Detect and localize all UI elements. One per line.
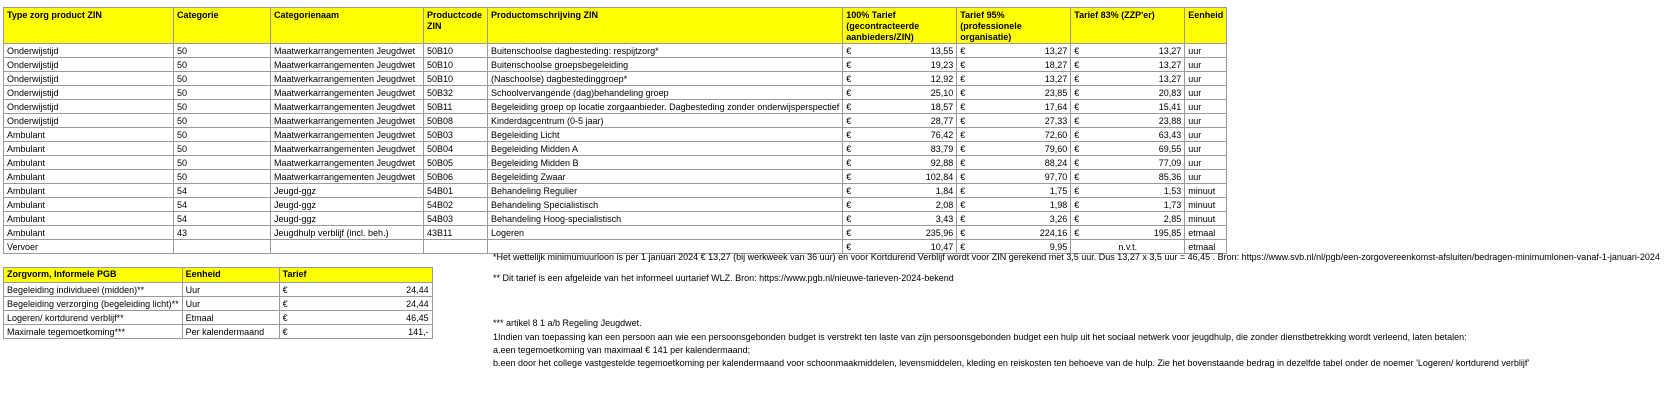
- cell-categorienaam[interactable]: Maatwerkarrangementen Jeugdwet: [271, 72, 424, 86]
- currency-symbol: €: [846, 143, 852, 154]
- footnote-artikel-b: b.een door het college vastgestelde tegemoetkoming per kalendermaand voor schoonmaakmiddelen, levensmiddelen, kleding en reiskosten ten behoeve van de hulp. Zie het bovenstaande bedrag in dezelfde tabel onder de noemer 'Logeren/ kortdurend verblijf': [493, 358, 1530, 368]
- header-pgb-eenheid[interactable]: Eenheid: [182, 268, 279, 283]
- cell-type-zorg[interactable]: Onderwijstijd: [4, 72, 174, 86]
- cell-categorie[interactable]: 50: [174, 170, 271, 184]
- cell-tarief-100[interactable]: [843, 226, 957, 240]
- cell-eenheid[interactable]: uur: [1185, 72, 1227, 86]
- cell-categorienaam[interactable]: [271, 240, 424, 254]
- amount-value: 69,55: [1158, 143, 1182, 154]
- cell-productomschrijving[interactable]: Begeleiding Midden A: [488, 142, 843, 156]
- cell-pgb-eenheid[interactable]: Etmaal: [182, 311, 279, 325]
- cell-productomschrijving[interactable]: Begeleiding Licht: [488, 128, 843, 142]
- currency-symbol: €: [846, 199, 852, 210]
- amount-value: 76,42: [930, 129, 954, 140]
- cell-tarief-83[interactable]: [1071, 198, 1185, 212]
- cell-type-zorg[interactable]: Ambulant: [4, 184, 174, 198]
- cell-eenheid[interactable]: uur: [1185, 58, 1227, 72]
- amount-value: 2,85: [1163, 213, 1182, 224]
- table-row: [4, 212, 1227, 226]
- cell-categorienaam[interactable]: Jeugdhulp verblijf (incl. beh.): [271, 226, 424, 240]
- amount-value: 1,73: [1163, 199, 1182, 210]
- currency-symbol: €: [846, 101, 852, 112]
- cell-tarief-95[interactable]: [957, 198, 1071, 212]
- amount-value: 9,95: [1049, 241, 1068, 252]
- cell-tarief-100[interactable]: [843, 212, 957, 226]
- cell-eenheid[interactable]: etmaal: [1185, 226, 1227, 240]
- cell-categorienaam[interactable]: Jeugd-ggz: [271, 212, 424, 226]
- currency-symbol: €: [1074, 129, 1080, 140]
- cell-categorienaam[interactable]: Maatwerkarrangementen Jeugdwet: [271, 58, 424, 72]
- tariff-table: [3, 7, 1227, 254]
- amount-value: 15,41: [1158, 101, 1182, 112]
- cell-tarief-83[interactable]: n.v.t.: [1071, 240, 1185, 254]
- cell-type-zorg[interactable]: Vervoer: [4, 240, 174, 254]
- cell-tarief-100[interactable]: [843, 128, 957, 142]
- cell-productomschrijving[interactable]: Logeren: [488, 226, 843, 240]
- cell-productcode[interactable]: 50B05: [424, 156, 488, 170]
- currency-symbol: €: [960, 213, 966, 224]
- cell-tarief-95[interactable]: [957, 44, 1071, 58]
- cell-categorienaam[interactable]: Maatwerkarrangementen Jeugdwet: [271, 156, 424, 170]
- table-row: [4, 44, 1227, 58]
- cell-tarief-95[interactable]: [957, 212, 1071, 226]
- cell-type-zorg[interactable]: Onderwijstijd: [4, 86, 174, 100]
- amount-value: 13,27: [1158, 45, 1182, 56]
- cell-productcode[interactable]: 50B11: [424, 100, 488, 114]
- cell-tarief-95[interactable]: [957, 72, 1071, 86]
- header-productcode[interactable]: Productcode ZIN: [424, 8, 488, 44]
- table-row: [4, 311, 433, 325]
- currency-symbol: €: [1074, 227, 1080, 238]
- currency-symbol: €: [1074, 171, 1080, 182]
- currency-symbol: €: [1074, 101, 1080, 112]
- footnote-minimumloon: *Het wettelijk minimumuurloon is per 1 januari 2024 € 13,27 (bij werkweek van 36 uur) en voor Kortdurend Verblijf wordt voor ZIN gerekend met 3,5 uur. Dus 13,27 x 3,5 uur = 46,45 . Bron: https://www.svb.nl/nl/pgb/een-zorgovereenkomst-afsluiten/bedragen-minimumlonen-vanaf-1-januari-2024: [493, 252, 1660, 262]
- cell-tarief-95[interactable]: [957, 156, 1071, 170]
- cell-categorienaam[interactable]: Jeugd-ggz: [271, 198, 424, 212]
- currency-symbol: €: [1074, 143, 1080, 154]
- currency-symbol: €: [960, 87, 966, 98]
- currency-symbol: €: [1074, 185, 1080, 196]
- currency-symbol: €: [846, 115, 852, 126]
- cell-tarief-83[interactable]: [1071, 72, 1185, 86]
- amount-value: 27,33: [1044, 115, 1068, 126]
- amount-value: 1,84: [935, 185, 954, 196]
- cell-productomschrijving[interactable]: Begeleiding groep op locatie zorgaanbieder. Dagbesteding zonder onderwijsperspectief: [488, 100, 843, 114]
- table-row: [4, 114, 1227, 128]
- amount-value: 18,57: [930, 101, 954, 112]
- cell-eenheid[interactable]: uur: [1185, 156, 1227, 170]
- amount-value: 23,85: [1044, 87, 1068, 98]
- currency-symbol: €: [960, 171, 966, 182]
- cell-tarief-95[interactable]: [957, 226, 1071, 240]
- cell-categorienaam[interactable]: Maatwerkarrangementen Jeugdwet: [271, 100, 424, 114]
- cell-tarief-100[interactable]: [843, 198, 957, 212]
- table-row: [4, 128, 1227, 142]
- currency-symbol: €: [960, 227, 966, 238]
- cell-tarief-95[interactable]: [957, 100, 1071, 114]
- cell-pgb-eenheid[interactable]: Per kalendermaand: [182, 325, 279, 339]
- amount-value: 195,85: [1153, 227, 1182, 238]
- cell-eenheid[interactable]: minuut: [1185, 198, 1227, 212]
- cell-tarief-100[interactable]: [843, 114, 957, 128]
- currency-symbol: €: [1074, 213, 1080, 224]
- cell-eenheid[interactable]: uur: [1185, 114, 1227, 128]
- cell-tarief-83[interactable]: [1071, 128, 1185, 142]
- table-row: [4, 226, 1227, 240]
- cell-categorie[interactable]: 50: [174, 58, 271, 72]
- cell-tarief-83[interactable]: [1071, 86, 1185, 100]
- currency-symbol: €: [846, 87, 852, 98]
- currency-symbol: €: [960, 241, 966, 252]
- table-row: [4, 170, 1227, 184]
- amount-value: 97,70: [1044, 171, 1068, 182]
- cell-tarief-95[interactable]: [957, 142, 1071, 156]
- currency-symbol: €: [846, 227, 852, 238]
- currency-symbol: €: [846, 171, 852, 182]
- cell-pgb-tarief[interactable]: [279, 297, 432, 311]
- cell-tarief-100[interactable]: [843, 184, 957, 198]
- cell-categorie[interactable]: 54: [174, 212, 271, 226]
- amount-value: 13,27: [1158, 73, 1182, 84]
- cell-productcode[interactable]: 50B03: [424, 128, 488, 142]
- currency-symbol: €: [1074, 73, 1080, 84]
- cell-type-zorg[interactable]: Ambulant: [4, 142, 174, 156]
- currency-symbol: €: [960, 101, 966, 112]
- cell-pgb-tarief[interactable]: [279, 325, 432, 339]
- cell-categorienaam[interactable]: Maatwerkarrangementen Jeugdwet: [271, 86, 424, 100]
- cell-tarief-83[interactable]: [1071, 226, 1185, 240]
- tariff-table-header-row: [4, 8, 1227, 44]
- cell-zorgvorm[interactable]: Begeleiding verzorging (begeleiding licht)**: [4, 297, 183, 311]
- amount-value: 1,53: [1163, 185, 1182, 196]
- tariff-table-body: [4, 44, 1227, 254]
- currency-symbol: €: [846, 241, 852, 252]
- cell-tarief-83[interactable]: [1071, 170, 1185, 184]
- amount-value: 24,44: [406, 284, 429, 295]
- cell-productomschrijving[interactable]: Behandeling Regulier: [488, 184, 843, 198]
- cell-categorie[interactable]: 54: [174, 198, 271, 212]
- amount-value: 92,88: [930, 157, 954, 168]
- header-tarief-95[interactable]: Tarief 95% (professionele organisatie): [957, 8, 1071, 44]
- cell-pgb-eenheid[interactable]: Uur: [182, 297, 279, 311]
- amount-value: 13,27: [1158, 59, 1182, 70]
- currency-symbol: €: [846, 59, 852, 70]
- currency-symbol: €: [960, 185, 966, 196]
- cell-type-zorg[interactable]: Ambulant: [4, 170, 174, 184]
- table-row: [4, 198, 1227, 212]
- cell-tarief-100[interactable]: [843, 72, 957, 86]
- cell-productomschrijving[interactable]: Buitenschoolse dagbesteding: respijtzorg*: [488, 44, 843, 58]
- cell-categorie[interactable]: 43: [174, 226, 271, 240]
- currency-symbol: €: [960, 45, 966, 56]
- footnote-artikel-a: a.een tegemoetkoming van maximaal € 141 per kalendermaand;: [493, 345, 751, 355]
- cell-tarief-100[interactable]: [843, 44, 957, 58]
- cell-productcode[interactable]: 54B03: [424, 212, 488, 226]
- amount-value: 28,77: [930, 115, 954, 126]
- cell-categorie[interactable]: 50: [174, 156, 271, 170]
- table-row: [4, 58, 1227, 72]
- cell-categorie[interactable]: 50: [174, 44, 271, 58]
- cell-productcode[interactable]: 50B06: [424, 170, 488, 184]
- amount-value: 224,16: [1039, 227, 1068, 238]
- amount-value: 18,27: [1044, 59, 1068, 70]
- header-pgb-tarief[interactable]: Tarief: [279, 268, 432, 283]
- cell-categorienaam[interactable]: Maatwerkarrangementen Jeugdwet: [271, 142, 424, 156]
- cell-tarief-83[interactable]: [1071, 58, 1185, 72]
- amount-value: 19,23: [930, 59, 954, 70]
- cell-categorienaam[interactable]: Maatwerkarrangementen Jeugdwet: [271, 44, 424, 58]
- currency-symbol: €: [960, 157, 966, 168]
- currency-symbol: €: [846, 73, 852, 84]
- amount-value: 3,26: [1049, 213, 1068, 224]
- table-row: [4, 72, 1227, 86]
- cell-tarief-95[interactable]: [957, 114, 1071, 128]
- cell-categorienaam[interactable]: Maatwerkarrangementen Jeugdwet: [271, 170, 424, 184]
- amount-value: 23,88: [1158, 115, 1182, 126]
- currency-symbol: €: [960, 199, 966, 210]
- currency-symbol: €: [282, 284, 288, 295]
- cell-type-zorg[interactable]: Ambulant: [4, 198, 174, 212]
- cell-eenheid[interactable]: minuut: [1185, 184, 1227, 198]
- header-eenheid[interactable]: Eenheid: [1185, 8, 1227, 44]
- amount-value: 1,75: [1049, 185, 1068, 196]
- currency-symbol: €: [1074, 115, 1080, 126]
- currency-symbol: €: [846, 129, 852, 140]
- currency-symbol: €: [1074, 199, 1080, 210]
- header-categorienaam[interactable]: Categorienaam: [271, 8, 424, 44]
- cell-pgb-eenheid[interactable]: Uur: [182, 283, 279, 297]
- pgb-table-header-row: [4, 268, 433, 283]
- cell-eenheid[interactable]: uur: [1185, 100, 1227, 114]
- amount-value: 3,43: [935, 213, 954, 224]
- pgb-table: [3, 267, 433, 339]
- cell-eenheid[interactable]: uur: [1185, 128, 1227, 142]
- cell-tarief-83[interactable]: [1071, 100, 1185, 114]
- cell-productcode[interactable]: 50B10: [424, 44, 488, 58]
- amount-value: 13,27: [1044, 73, 1068, 84]
- cell-productcode[interactable]: 43B11: [424, 226, 488, 240]
- cell-tarief-83[interactable]: [1071, 142, 1185, 156]
- amount-value: 85,36: [1158, 171, 1182, 182]
- header-tarief-100[interactable]: 100% Tarief (gecontracteerde aanbieders/ZIN): [843, 8, 957, 44]
- footnote-regeling-jeugdwet: *** artikel 8 1 a/b Regeling Jeugdwet.: [493, 318, 642, 328]
- cell-tarief-83[interactable]: [1071, 114, 1185, 128]
- cell-eenheid[interactable]: uur: [1185, 142, 1227, 156]
- cell-productomschrijving[interactable]: (Naschoolse) dagbestedinggroep*: [488, 72, 843, 86]
- currency-symbol: €: [282, 312, 288, 323]
- cell-categorienaam[interactable]: Maatwerkarrangementen Jeugdwet: [271, 128, 424, 142]
- cell-productomschrijving[interactable]: Behandeling Hoog-specialistisch: [488, 212, 843, 226]
- currency-symbol: €: [1074, 157, 1080, 168]
- amount-value: 12,92: [930, 73, 954, 84]
- cell-productcode[interactable]: 54B01: [424, 184, 488, 198]
- cell-productcode[interactable]: 50B10: [424, 72, 488, 86]
- cell-categorienaam[interactable]: Maatwerkarrangementen Jeugdwet: [271, 114, 424, 128]
- cell-tarief-95[interactable]: [957, 58, 1071, 72]
- cell-tarief-100[interactable]: [843, 156, 957, 170]
- amount-value: 13,55: [930, 45, 954, 56]
- cell-productomschrijving[interactable]: Begeleiding Zwaar: [488, 170, 843, 184]
- currency-symbol: €: [1074, 59, 1080, 70]
- amount-value: 79,60: [1044, 143, 1068, 154]
- cell-type-zorg[interactable]: Ambulant: [4, 156, 174, 170]
- cell-type-zorg[interactable]: Onderwijstijd: [4, 114, 174, 128]
- cell-tarief-100[interactable]: [843, 100, 957, 114]
- cell-productcode[interactable]: 50B32: [424, 86, 488, 100]
- amount-value: 46,45: [406, 312, 429, 323]
- cell-tarief-95[interactable]: [957, 86, 1071, 100]
- cell-tarief-95[interactable]: [957, 170, 1071, 184]
- header-type-zorg[interactable]: Type zorg product ZIN: [4, 8, 174, 44]
- currency-symbol: €: [960, 115, 966, 126]
- table-row: [4, 100, 1227, 114]
- cell-productcode[interactable]: 50B04: [424, 142, 488, 156]
- cell-type-zorg[interactable]: Ambulant: [4, 226, 174, 240]
- table-row: [4, 325, 433, 339]
- amount-value: 83,79: [930, 143, 954, 154]
- cell-zorgvorm[interactable]: Logeren/ kortdurend verblijf**: [4, 311, 183, 325]
- cell-productcode[interactable]: [424, 240, 488, 254]
- cell-tarief-83[interactable]: [1071, 156, 1185, 170]
- cell-categorie[interactable]: 50: [174, 114, 271, 128]
- cell-tarief-83[interactable]: [1071, 44, 1185, 58]
- currency-symbol: €: [846, 213, 852, 224]
- amount-value: 24,44: [406, 298, 429, 309]
- header-zorgvorm[interactable]: Zorgvorm, Informele PGB: [4, 268, 183, 283]
- amount-value: 13,27: [1044, 45, 1068, 56]
- amount-value: 77,09: [1158, 157, 1182, 168]
- amount-value: 88,24: [1044, 157, 1068, 168]
- cell-categorie[interactable]: 50: [174, 142, 271, 156]
- cell-eenheid[interactable]: uur: [1185, 86, 1227, 100]
- cell-eenheid[interactable]: uur: [1185, 170, 1227, 184]
- cell-tarief-100[interactable]: [843, 170, 957, 184]
- cell-tarief-100[interactable]: [843, 142, 957, 156]
- cell-type-zorg[interactable]: Ambulant: [4, 128, 174, 142]
- cell-productomschrijving[interactable]: Kinderdagcentrum (0-5 jaar): [488, 114, 843, 128]
- cell-tarief-83[interactable]: [1071, 212, 1185, 226]
- amount-value: 1,98: [1049, 199, 1068, 210]
- cell-productomschrijving[interactable]: Buitenschoolse groepsbegeleiding: [488, 58, 843, 72]
- cell-tarief-95[interactable]: [957, 184, 1071, 198]
- header-productomschrijving[interactable]: Productomschrijving ZIN: [488, 8, 843, 44]
- amount-value: 235,96: [925, 227, 954, 238]
- header-categorie[interactable]: Categorie: [174, 8, 271, 44]
- cell-pgb-tarief[interactable]: [279, 311, 432, 325]
- cell-tarief-100[interactable]: [843, 86, 957, 100]
- currency-symbol: €: [960, 59, 966, 70]
- amount-value: 25,10: [930, 87, 954, 98]
- cell-productcode[interactable]: 50B08: [424, 114, 488, 128]
- footnote-artikel-text: 1Indien van toepassing kan een persoon aan wie een persoonsgebonden budget is verstrekt ten laste van zijn persoonsgebonden budget een hulp uit het sociaal netwerk voor jeugdhulp, die zonder dienstbetrekking wordt verleend, laten betalen:: [493, 332, 1467, 342]
- table-row: [4, 156, 1227, 170]
- table-row: [4, 297, 433, 311]
- currency-symbol: €: [960, 129, 966, 140]
- amount-value: 63,43: [1158, 129, 1182, 140]
- cell-eenheid[interactable]: minuut: [1185, 212, 1227, 226]
- cell-categorie[interactable]: 50: [174, 86, 271, 100]
- footnote-informeel-uurtarief: ** Dit tarief is een afgeleide van het informeel uurtarief WLZ. Bron: https://www.pgb.nl/nieuwe-tarieven-2024-bekend: [493, 273, 954, 283]
- currency-symbol: €: [1074, 87, 1080, 98]
- cell-zorgvorm[interactable]: Maximale tegemoetkoming***: [4, 325, 183, 339]
- amount-value: 72,60: [1044, 129, 1068, 140]
- currency-symbol: €: [846, 45, 852, 56]
- cell-tarief-83[interactable]: [1071, 184, 1185, 198]
- cell-categorie[interactable]: 50: [174, 72, 271, 86]
- cell-categorienaam[interactable]: Jeugd-ggz: [271, 184, 424, 198]
- cell-productomschrijving[interactable]: Schoolvervangende (dag)behandeling groep: [488, 86, 843, 100]
- pgb-table-body: [4, 283, 433, 339]
- cell-categorie[interactable]: 54: [174, 184, 271, 198]
- currency-symbol: €: [960, 73, 966, 84]
- currency-symbol: €: [846, 185, 852, 196]
- cell-productcode[interactable]: 50B10: [424, 58, 488, 72]
- amount-value: 141,-: [408, 326, 429, 337]
- cell-tarief-95[interactable]: [957, 128, 1071, 142]
- cell-eenheid[interactable]: etmaal: [1185, 240, 1227, 254]
- amount-value: 20,83: [1158, 87, 1182, 98]
- amount-value: 10,47: [930, 241, 954, 252]
- currency-symbol: €: [282, 298, 288, 309]
- cell-type-zorg[interactable]: Onderwijstijd: [4, 100, 174, 114]
- cell-zorgvorm[interactable]: Begeleiding individueel (midden)**: [4, 283, 183, 297]
- currency-symbol: €: [1074, 45, 1080, 56]
- cell-pgb-tarief[interactable]: [279, 283, 432, 297]
- cell-categorie[interactable]: 50: [174, 128, 271, 142]
- currency-symbol: €: [960, 143, 966, 154]
- table-row: [4, 184, 1227, 198]
- currency-symbol: €: [282, 326, 288, 337]
- currency-symbol: €: [846, 157, 852, 168]
- cell-type-zorg[interactable]: Onderwijstijd: [4, 58, 174, 72]
- header-tarief-83[interactable]: Tarief 83% (ZZP'er): [1071, 8, 1185, 44]
- cell-type-zorg[interactable]: Ambulant: [4, 212, 174, 226]
- table-row: [4, 283, 433, 297]
- cell-productomschrijving[interactable]: Behandeling Specialistisch: [488, 198, 843, 212]
- amount-value: 2,08: [935, 199, 954, 210]
- cell-tarief-100[interactable]: [843, 58, 957, 72]
- cell-productomschrijving[interactable]: Begeleiding Midden B: [488, 156, 843, 170]
- cell-type-zorg[interactable]: Onderwijstijd: [4, 44, 174, 58]
- table-row: [4, 142, 1227, 156]
- cell-eenheid[interactable]: uur: [1185, 44, 1227, 58]
- table-row: [4, 86, 1227, 100]
- cell-productcode[interactable]: 54B02: [424, 198, 488, 212]
- amount-value: 17,64: [1044, 101, 1068, 112]
- cell-categorie[interactable]: [174, 240, 271, 254]
- cell-categorie[interactable]: 50: [174, 100, 271, 114]
- amount-value: 102,84: [925, 171, 954, 182]
